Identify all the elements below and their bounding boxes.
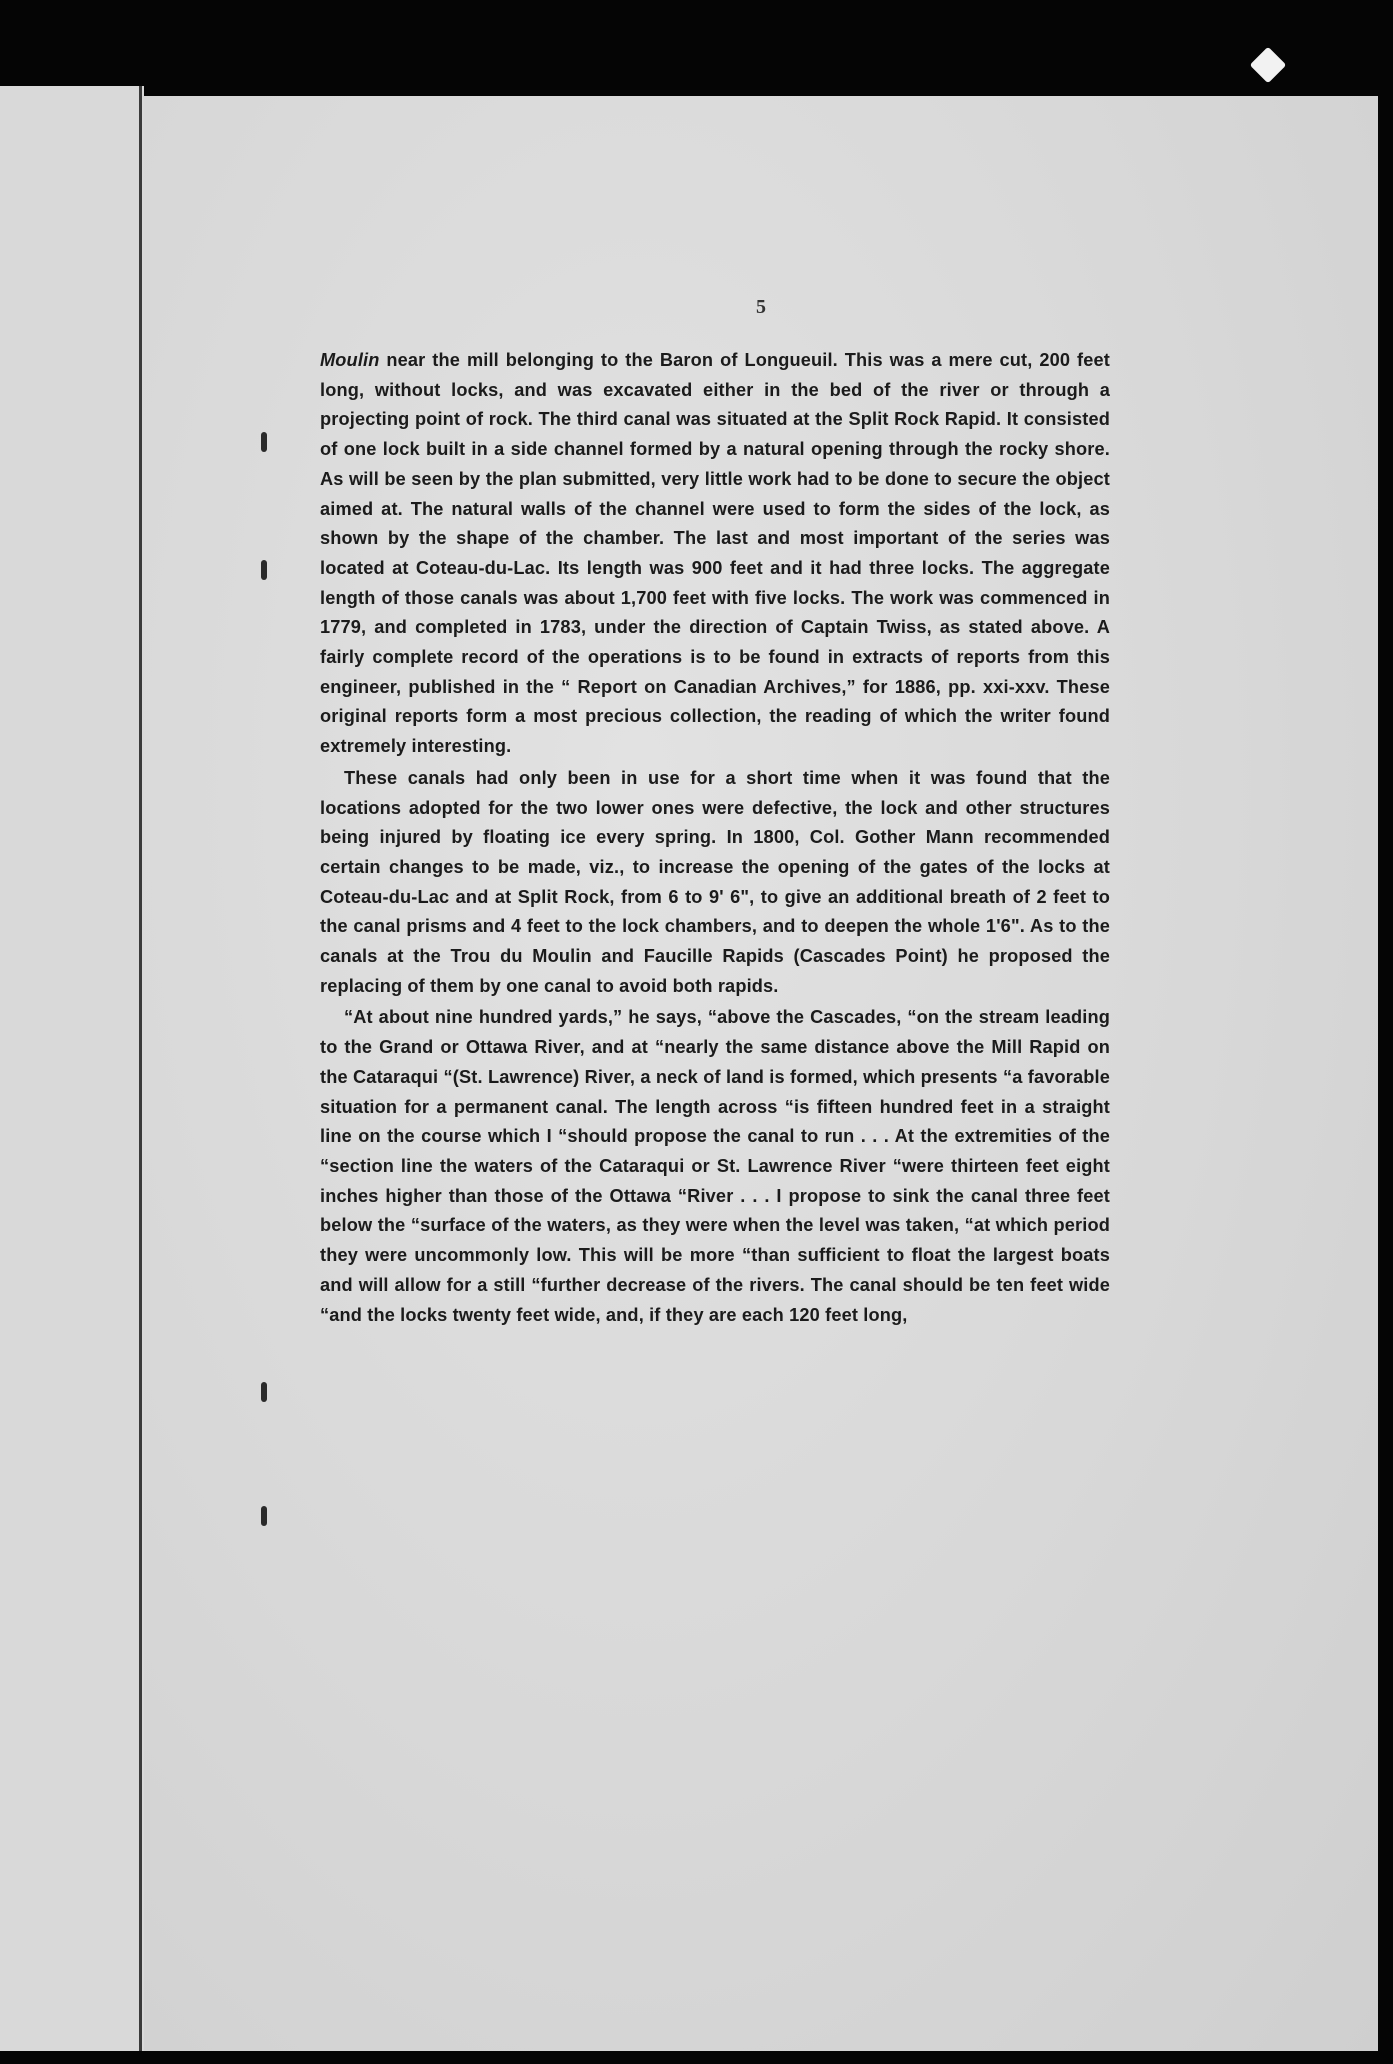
paragraph [320,346,1110,762]
facing-page [0,86,144,2051]
margin-mark [261,432,267,452]
paragraph-text: near the mill belonging to the Baron of Longueuil. This was a mere cut, 200 feet long, without locks, and was excavated either in the bed of the river or through a projecting point of rock. The third canal was situated at the Split Rock Rapid. It consisted of one lock built in a side channel formed by a natural opening through the rocky shore. As will be seen by the plan submitted, very little work had to be done to secure the object aimed at. The natural walls of the channel were used to form the sides of the lock, as shown by the shape of the chamber. The last and most important of the series was located at Coteau-du-Lac. Its length was 900 feet and it had three locks. The aggregate length of those canals was about 1,700 feet with five locks. The work was commenced in 1779, and completed in 1783, under the direction of Captain Twiss, as stated above. A fairly complete record of the operations is to be found in extracts of reports from this engineer, published in the “ Report on Canadian Archives,” for 1886, pp. xxi-xxv. These original reports form a most precious collection, the reading of which the writer found extremely interesting. [320,350,1110,757]
page-number: 5 [756,296,766,318]
paragraph: These canals had only been in use for a short time when it was found that the locations adopted for the two lower ones were defective, the lock and other structures being injured by floating ice every spring. In 1800, Col. Gother Mann recommended certain changes to be made, viz., to increase the opening of the gates of the locks at Coteau-du-Lac and at Split Rock, from 6 to 9' 6", to give an additional breath of 2 feet to the canal prisms and 4 feet to the lock chambers, and to deepen the whole 1'6". As to the canals at the Trou du Moulin and Faucille Rapids (Cascades Point) he proposed the replacing of them by one canal to avoid both rapids. [320,767,1110,996]
document-page [144,96,1378,2051]
corner-mark [1250,47,1287,84]
italic-lead-word: Moulin [320,350,380,370]
margin-mark [261,560,267,580]
page-gutter [139,86,142,2051]
paragraph: “At about nine hundred yards,” he says, “above the Cascades, “on the stream leading to the Grand or Ottawa River, and at “nearly the same distance above the Mill Rapid on the Cataraqui “(St. Lawrence) River, a neck of land is formed, which presents “a favorable situation for a permanent canal. The length across “is fifteen hundred feet in a straight line on the course which I “should propose the canal to run . . . At the extremities of the “section line the waters of the Cataraqui or St. Lawrence River “were thirteen feet eight inches higher than those of the Ottawa “River . . . I propose to sink the canal three feet below the “surface of the waters, as they were when the level was taken, “at which period they were uncommonly low. This will be more “than sufficient to float the largest boats and will allow for a still “further decrease of the rivers. The canal should be ten feet wide “and the locks twenty feet wide, and, if they are each 120 feet long, [320,1007,1110,1325]
margin-mark [261,1382,267,1402]
margin-mark [261,1506,267,1526]
body-text [320,346,1110,1332]
